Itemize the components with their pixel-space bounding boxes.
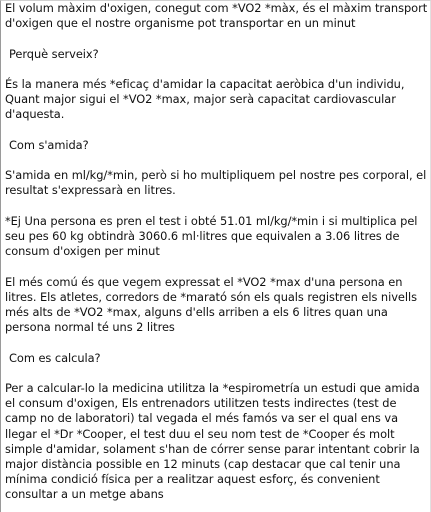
heading-measurement: Com s'amida? [9, 137, 89, 152]
paragraph-calculation: Per a calcular-lo la medicina utilitza la *espirometría un estudi que amida el consum d'oxigen, Els entrenadors utilitzen tests indirectes (test de camp no de laboratori) tal vegada el més famós va ser el qual ens va llegar el *Dr *Cooper, el test duu el seu nom test de *Cooper és molt simple d'amidar, solament s'han de córrer sense parar intentant cobrir la major distància possible en 12 minuts (cap destacar que cal tenir una mínima condició física per a realitzar aquest esforç, és convenient consultar a un metge abans [5, 380, 420, 502]
paragraph-athletes: El més comú és que vegem expressat el *VO2 *max d'una persona en litres. Els atletes, corredors de *marató són els quals registren els nivells més alts de *VO2 *max, alguns d'ells arriben a els 6 litres quan una persona normal té uns 2 litres [5, 274, 417, 335]
paragraph-measurement: S'amida en ml/kg/*min, però si ho multipliquem pel nostre pes corporal, el resultat s'expressarà en litres. [5, 168, 427, 198]
heading-calculation: Com es calcula? [9, 350, 101, 365]
paragraph-intro: El volum màxim d'oxigen, conegut com *VO2 *màx, és el màxim transport d'oxigen que el nostre organisme pot transportar en un minut [5, 1, 428, 31]
paragraph-purpose: És la manera més *eficaç d'amidar la capacitat aeròbica d'un individu, Quant major sigui el *VO2 *max, major serà capacitat cardiovascular d'aquesta. [5, 76, 405, 122]
document-body [5, 1, 428, 503]
paragraph-example: *Ej Una persona es pren el test i obté 51.01 ml/kg/*min i si multiplica pel seu pes 60 kg obtindrà 3060.6 ml·litres que equivalen a 3.06 litres de consum d'oxigen per minut [5, 213, 418, 259]
heading-purpose: Perquè serveix? [9, 46, 99, 61]
